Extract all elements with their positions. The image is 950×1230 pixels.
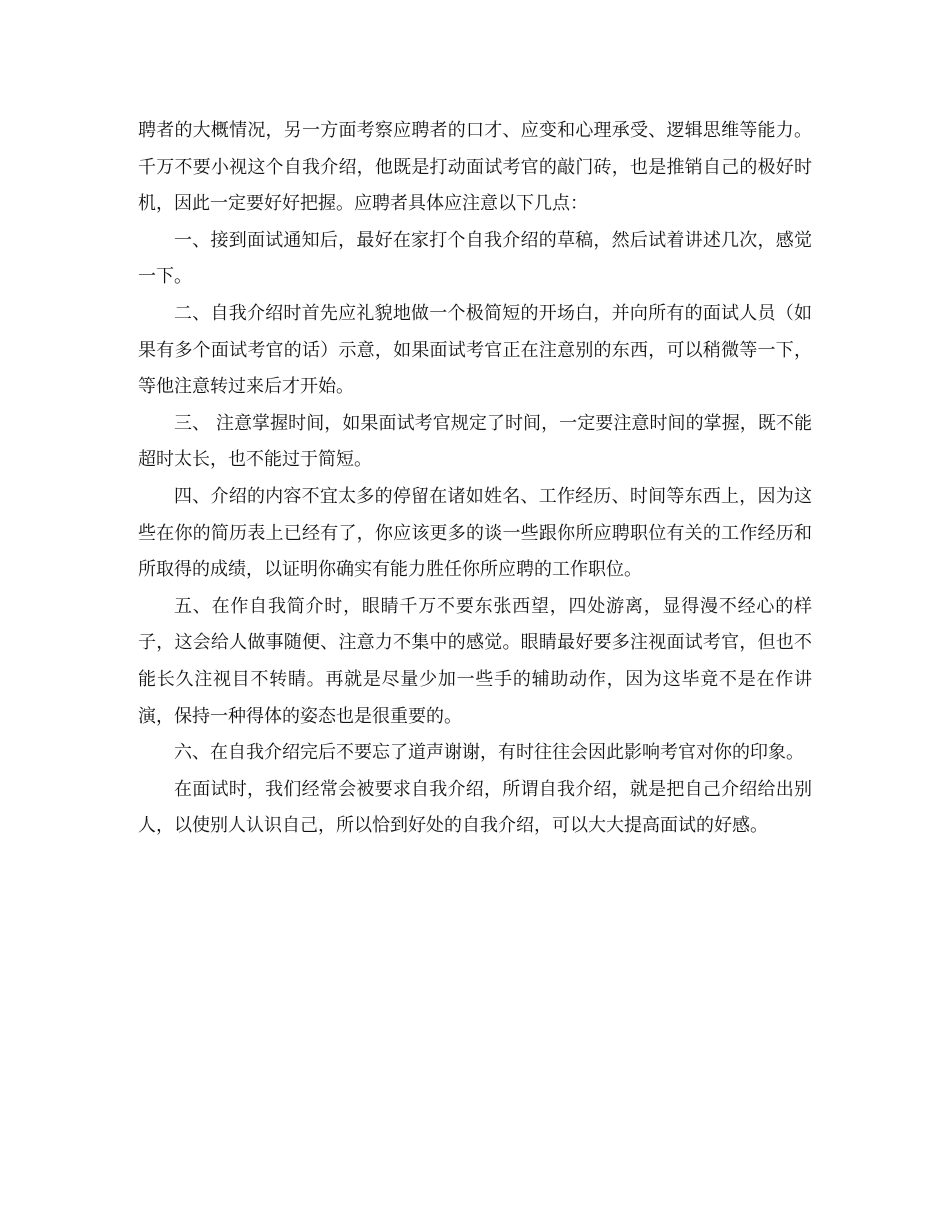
tip-paragraph-6: 六、在自我介绍完后不要忘了道声谢谢，有时往往会因此影响考官对你的印象。 [174,742,804,764]
closing-paragraph: 在面试时，我们经常会被要求自我介绍，所谓自我介绍，就是把自己介绍给出别人，以使别人认识自己，所以恰到好处的自我介绍，可以大大提高面试的好感。 [138,778,812,837]
document-body [138,113,812,845]
tip-paragraph-2: 二、自我介绍时首先应礼貌地做一个极简短的开场白，并向所有的面试人员（如果有多个面试考官的话）示意，如果面试考官正在注意别的东西，可以稍微等一下，等他注意转过来后才开始。 [138,302,812,398]
tip-paragraph-4: 四、介绍的内容不宜太多的停留在诸如姓名、工作经历、时间等东西上，因为这些在你的简历表上已经有了，你应该更多的谈一些跟你所应聘职位有关的工作经历和所取得的成绩，以证明你确实有能力胜任你所应聘的工作职位。 [138,485,812,581]
tip-paragraph-1: 一、接到面试通知后，最好在家打个自我介绍的草稿，然后试着讲述几次，感觉一下。 [138,229,812,288]
continuation-paragraph: 聘者的大概情况，另一方面考察应聘者的口才、应变和心理承受、逻辑思维等能力。千万不要小视这个自我介绍，他既是打动面试考官的敲门砖，也是推销自己的极好时机，因此一定要好好把握。应聘者具体应注意以下几点： [138,120,812,215]
tip-paragraph-5: 五、在作自我简介时，眼睛千万不要东张西望，四处游离，显得漫不经心的样子，这会给人做事随便、注意力不集中的感觉。眼睛最好要多注视面试考官，但也不能长久注视目不转睛。再就是尽量少加一些手的辅助动作，因为这毕竟不是在作讲演，保持一种得体的姿态也是很重要的。 [138,595,812,727]
tip-paragraph-3: 三、 注意掌握时间，如果面试考官规定了时间，一定要注意时间的掌握，既不能超时太长，也不能过于简短。 [138,412,812,471]
